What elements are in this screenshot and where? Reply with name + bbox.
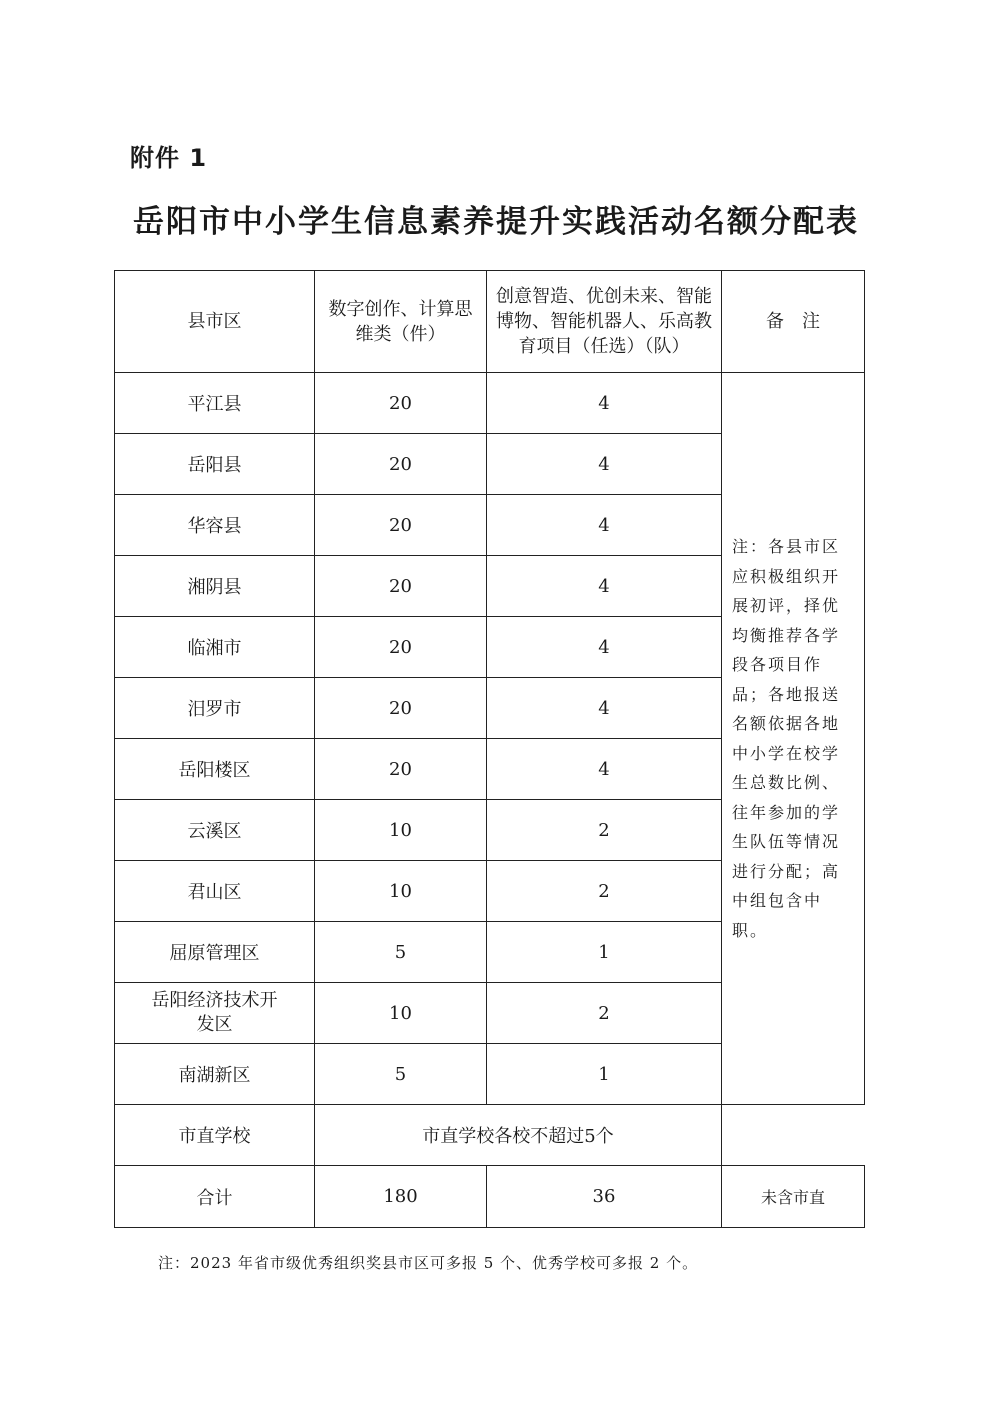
cell-region: 岳阳县 bbox=[115, 434, 315, 495]
cell-region: 临湘市 bbox=[115, 617, 315, 678]
cell-creative: 4 bbox=[487, 678, 722, 739]
cell-digital: 20 bbox=[315, 739, 487, 800]
cell-digital: 20 bbox=[315, 617, 487, 678]
cell-region: 屈原管理区 bbox=[115, 922, 315, 983]
cell-creative: 2 bbox=[487, 983, 722, 1044]
cell-digital: 5 bbox=[315, 922, 487, 983]
cell-creative: 2 bbox=[487, 800, 722, 861]
cell-total-remark: 未含市直 bbox=[722, 1166, 865, 1228]
header-remark: 备 注 bbox=[722, 271, 865, 373]
cell-digital: 20 bbox=[315, 495, 487, 556]
cell-digital: 20 bbox=[315, 434, 487, 495]
cell-creative: 4 bbox=[487, 373, 722, 434]
allocation-table bbox=[114, 270, 865, 1228]
cell-digital: 20 bbox=[315, 678, 487, 739]
cell-creative: 2 bbox=[487, 861, 722, 922]
cell-digital: 5 bbox=[315, 1044, 487, 1105]
cell-region: 南湖新区 bbox=[115, 1044, 315, 1105]
cell-region: 华容县 bbox=[115, 495, 315, 556]
cell-region: 汨罗市 bbox=[115, 678, 315, 739]
cell-creative: 4 bbox=[487, 434, 722, 495]
cell-creative: 4 bbox=[487, 556, 722, 617]
cell-region: 岳阳经济技术开发区 bbox=[115, 983, 315, 1044]
cell-creative: 1 bbox=[487, 1044, 722, 1105]
cell-digital: 20 bbox=[315, 373, 487, 434]
header-creative: 创意智造、优创未来、智能博物、智能机器人、乐高教育项目（任选）（队） bbox=[487, 271, 722, 373]
cell-region: 湘阴县 bbox=[115, 556, 315, 617]
cell-digital: 20 bbox=[315, 556, 487, 617]
table-header-row bbox=[115, 271, 865, 373]
cell-creative: 4 bbox=[487, 495, 722, 556]
cell-digital: 10 bbox=[315, 983, 487, 1044]
page-title: 岳阳市中小学生信息素养提升实践活动名额分配表 bbox=[133, 204, 859, 240]
cell-region: 平江县 bbox=[115, 373, 315, 434]
table-row bbox=[115, 373, 865, 434]
cell-creative: 4 bbox=[487, 739, 722, 800]
cell-city-schools-note: 市直学校各校不超过5个 bbox=[315, 1105, 722, 1166]
cell-digital: 10 bbox=[315, 800, 487, 861]
cell-total-digital: 180 bbox=[315, 1166, 487, 1228]
cell-creative: 4 bbox=[487, 617, 722, 678]
city-schools-row bbox=[115, 1105, 865, 1166]
attachment-label: 附件 1 bbox=[130, 144, 208, 172]
header-region: 县市区 bbox=[115, 271, 315, 373]
cell-region: 云溪区 bbox=[115, 800, 315, 861]
cell-total-creative: 36 bbox=[487, 1166, 722, 1228]
footnote: 注：2023 年省市级优秀组织奖县市区可多报 5 个、优秀学校可多报 2 个。 bbox=[158, 1254, 699, 1272]
cell-region: 君山区 bbox=[115, 861, 315, 922]
remark-note: 注：各县市区应积极组织开展初评，择优均衡推荐各学段各项目作品；各地报送名额依据各地中小学在校学生总数比例、往年参加的学生队伍等情况进行分配；高中组包含中职。 bbox=[722, 373, 865, 1105]
cell-digital: 10 bbox=[315, 861, 487, 922]
cell-total-label: 合计 bbox=[115, 1166, 315, 1228]
cell-region: 岳阳楼区 bbox=[115, 739, 315, 800]
total-row bbox=[115, 1166, 865, 1228]
header-digital: 数字创作、计算思维类（件） bbox=[315, 271, 487, 373]
cell-creative: 1 bbox=[487, 922, 722, 983]
cell-region: 市直学校 bbox=[115, 1105, 315, 1166]
